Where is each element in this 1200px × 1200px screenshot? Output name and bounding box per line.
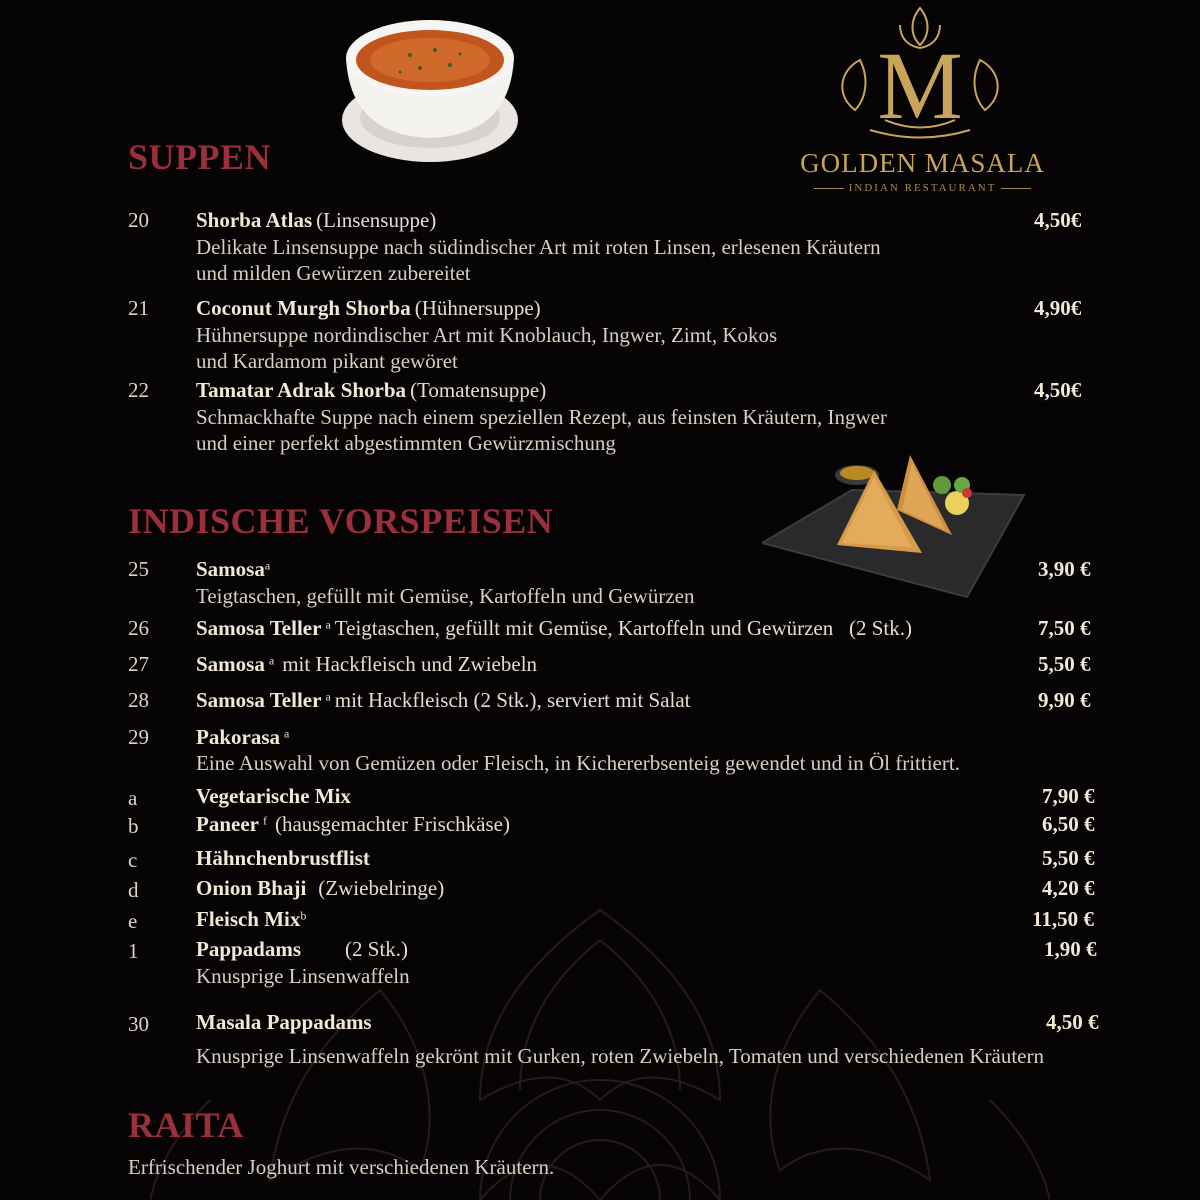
allergen-marker: a [325,689,331,704]
item-subtitle: (Hühnersuppe) [414,296,541,320]
item-subtitle: mit Hackfleisch und Zwiebeln [282,652,538,676]
item-description: und milden Gewürzen zubereitet [196,261,471,285]
item-number: e [128,909,138,933]
item-price: 4,50 € [1046,1010,1099,1034]
allergen-marker: f [262,813,267,828]
item-number: 1 [128,939,139,963]
menu-item-name [196,907,306,932]
item-name: Pakorasa [196,725,280,749]
item-number: 27 [128,652,149,676]
item-number: d [128,878,139,902]
item-number: a [128,786,138,810]
raita-description: Erfrischender Joghurt mit verschiedenen Kräutern. [128,1155,555,1179]
item-price: 9,90 € [1038,688,1091,712]
item-price: 5,50 € [1042,846,1095,870]
section-title-suppen: SUPPEN [128,137,272,177]
item-description: Knusprige Linsenwaffeln [196,964,410,988]
item-description: Schmackhafte Suppe nach einem speziellen Rezept, aus feinsten Kräutern, Ingwer [196,405,887,429]
item-name: Hähnchenbrustflist [196,846,370,870]
item-number: b [128,814,139,838]
item-description: und Kardamom pikant gewöret [196,349,458,373]
menu-item-name [196,616,912,641]
brand-name: GOLDEN MASALA [800,148,1045,178]
item-description: und einer perfekt abgestimmten Gewürzmischung [196,431,616,455]
allergen-marker: a [325,617,331,632]
item-price: 1,90 € [1044,937,1097,961]
item-price: 4,50€ [1034,208,1082,232]
item-description: Knusprige Linsenwaffeln gekrönt mit Gurken, roten Zwiebeln, Tomaten und verschiedenen Kräutern [196,1044,1044,1068]
item-number: 25 [128,557,149,581]
item-name: Tamatar Adrak Shorba [196,378,407,402]
allergen-marker: a [264,558,271,573]
item-price: 7,50 € [1038,616,1091,640]
item-name: Onion Bhaji [196,876,307,900]
menu-item-name [196,652,537,677]
golden-masala-logo [800,0,1040,150]
item-price: 4,20 € [1042,876,1095,900]
menu-item-name [196,937,408,962]
item-name: Fleisch Mix [196,907,301,931]
item-name: Samosa [196,652,265,676]
menu-item-name [196,688,691,713]
item-number: 21 [128,296,149,320]
menu-item-name [196,557,270,582]
menu-item-name [196,812,510,837]
item-name: Paneer [196,812,259,836]
item-subtitle: (Zwiebelringe) [318,876,445,900]
item-number: 26 [128,616,149,640]
item-name: Shorba Atlas [196,208,313,232]
menu-item-name [196,296,541,321]
menu-item-name [196,208,436,233]
item-number: 22 [128,378,149,402]
item-name: Vegetarische Mix [196,784,351,808]
divider [1001,188,1031,189]
item-description: Delikate Linsensuppe nach südindischer Art mit roten Linsen, erlesenen Kräutern [196,235,881,259]
item-subtitle: (Linsensuppe) [316,208,437,232]
soup-bowl-image [340,10,520,170]
item-subtitle: mit Hackfleisch (2 Stk.), serviert mit Salat [334,688,691,712]
divider [814,188,844,189]
menu-item-name [196,378,546,403]
item-name: Samosa Teller [196,688,322,712]
allergen-marker: a [284,726,290,741]
item-number: 30 [128,1012,149,1036]
item-description: Teigtaschen, gefüllt mit Gemüse, Kartoffeln und Gewürzen [196,584,695,608]
section-title-raita: RAITA [128,1105,244,1145]
item-price: 11,50 € [1032,907,1094,931]
item-name: Coconut Murgh Shorba [196,296,411,320]
item-name: Samosa Teller [196,616,322,640]
item-price: 3,90 € [1038,557,1091,581]
item-subtitle: (hausgemachter Frischkäse) [274,812,510,836]
allergen-marker: b [300,908,307,923]
item-price: 4,50€ [1034,378,1082,402]
item-subtitle: (2 Stk.) [345,937,409,961]
item-description: Hühnersuppe nordindischer Art mit Knoblauch, Ingwer, Zimt, Kokos [196,323,778,347]
item-price: 5,50 € [1038,652,1091,676]
section-title-vorspeisen: INDISCHE VORSPEISEN [128,501,554,541]
item-number: c [128,848,138,872]
item-subtitle: Teigtaschen, gefüllt mit Gemüse, Kartoffeln und Gewürzen (2 Stk.) [334,616,912,640]
item-number: 29 [128,725,149,749]
item-name: Pappadams [196,937,302,961]
item-price: 6,50 € [1042,812,1095,836]
item-price: 4,90€ [1034,296,1082,320]
item-description: Eine Auswahl von Gemüzen oder Fleisch, in Kichererbsenteig gewendet und in Öl frittiert. [196,751,960,775]
item-name: Masala Pappadams [196,1010,372,1034]
item-number: 28 [128,688,149,712]
item-price: 7,90 € [1042,784,1095,808]
brand-subtitle [800,182,1045,194]
menu-item-name [196,725,289,750]
item-number: 20 [128,208,149,232]
allergen-marker: a [268,653,275,668]
samosa-plate-image [762,455,1027,605]
menu-item-name [196,876,444,901]
item-name: Samosa [196,557,265,581]
logo-letter: M [877,32,963,139]
item-subtitle: (Tomatensuppe) [410,378,547,402]
brand-subtitle-text: INDIAN RESTAURANT [848,182,997,194]
